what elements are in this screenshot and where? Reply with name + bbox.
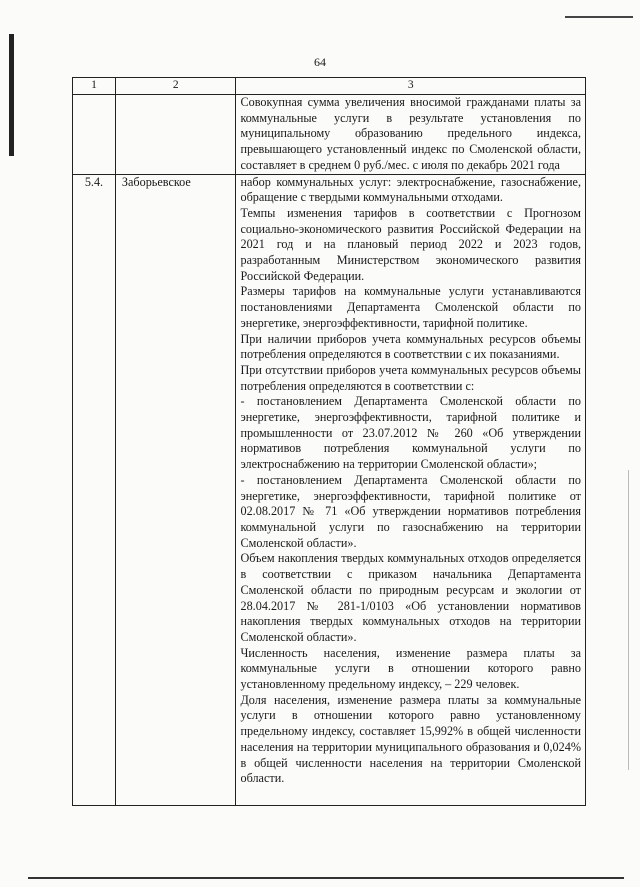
table-header-row (73, 78, 586, 95)
municipality-name-cell: Заборьевское (115, 174, 236, 805)
continuation-cell-3 (236, 95, 586, 175)
description-paragraph: - постановлением Департамента Смоленской области по энергетике, энергоэффективности, тарифной политике и промышленности от 23.07.2012 № 260 «Об утверждении нормативов потребления коммунальной услуги по электроснабжению на территории Смоленской области»; (240, 394, 581, 472)
scan-artifact-top-line (565, 16, 633, 18)
description-paragraph: При отсутствии приборов учета коммунальных ресурсов объемы потребления определяются в соответствии с: (240, 362, 581, 393)
header-cell-1: 1 (73, 78, 116, 95)
description-paragraph: Доля населения, изменение размера платы за коммунальные услуги в отношении которого равно установленному предельному индексу, составляет 15,992% в общей численности населения на территории муниципального образования и 0,024% в общей численности населения на территории Смоленской области. (240, 692, 581, 786)
page-number: 64 (314, 55, 326, 69)
description-paragraph: набор коммунальных услуг: электроснабжение, газоснабжение, обращение с твердыми коммунальными отходами. (240, 174, 581, 205)
scan-artifact-left-bar (9, 34, 14, 156)
description-paragraph: Численность населения, изменение размера платы за коммунальные услуги в отношении которого равно установленному предельному индексу, – 229 человек. (240, 645, 581, 692)
continuation-cell-2 (115, 95, 236, 175)
table-row-continuation (73, 95, 586, 175)
scan-artifact-right-edge (628, 470, 629, 770)
row-number-cell: 5.4. (73, 174, 116, 805)
continuation-paragraph: Совокупная сумма увеличения вносимой гражданами платы за коммунальные услуги в результате установления по муниципальному образованию предельного индекса, превышающего установленный индекс по Смоленской области, составляет в среднем 0 руб./мес. с июля по декабрь 2021 года (240, 95, 581, 172)
tariff-table (72, 77, 586, 806)
description-paragraph: Объем накопления твердых коммунальных отходов определяется в соответствии с приказом начальника Департамента Смоленской области по природным ресурсам и экологии от 28.04.2017 № 281-1/0103 «Об установлении нормативов накопления твердых коммунальных отходов на территории Смоленской области». (240, 551, 581, 644)
cell-bottom-space (240, 787, 581, 805)
header-cell-2: 2 (115, 78, 236, 95)
description-paragraph: - постановлением Департамента Смоленской области по энергетике, энергоэффективности, тарифной политике от 02.08.2017 № 71 «Об утверждении нормативов потребления коммунальной услуги по газоснабжению на территории Смоленской области». (240, 472, 581, 550)
description-paragraph: При наличии приборов учета коммунальных ресурсов объемы потребления определяются в соответствии с их показаниями. (240, 331, 581, 362)
description-paragraph: Темпы изменения тарифов в соответствии с Прогнозом социально-экономического развития Российской Федерации на 2021 год и на плановый период 2022 и 2023 годов, разработанным Министерством экономического развития Российской Федерации. (240, 205, 581, 283)
header-cell-3: 3 (236, 78, 586, 95)
continuation-cell-1 (73, 95, 116, 175)
row-description-cell (236, 174, 586, 805)
description-paragraph: Размеры тарифов на коммунальные услуги устанавливаются постановлениями Департамента Смоленской области по энергетике, энергоэффективности, тарифной политике. (240, 284, 581, 330)
table-row-5-4 (73, 174, 586, 805)
scan-artifact-bottom-line (28, 877, 624, 879)
